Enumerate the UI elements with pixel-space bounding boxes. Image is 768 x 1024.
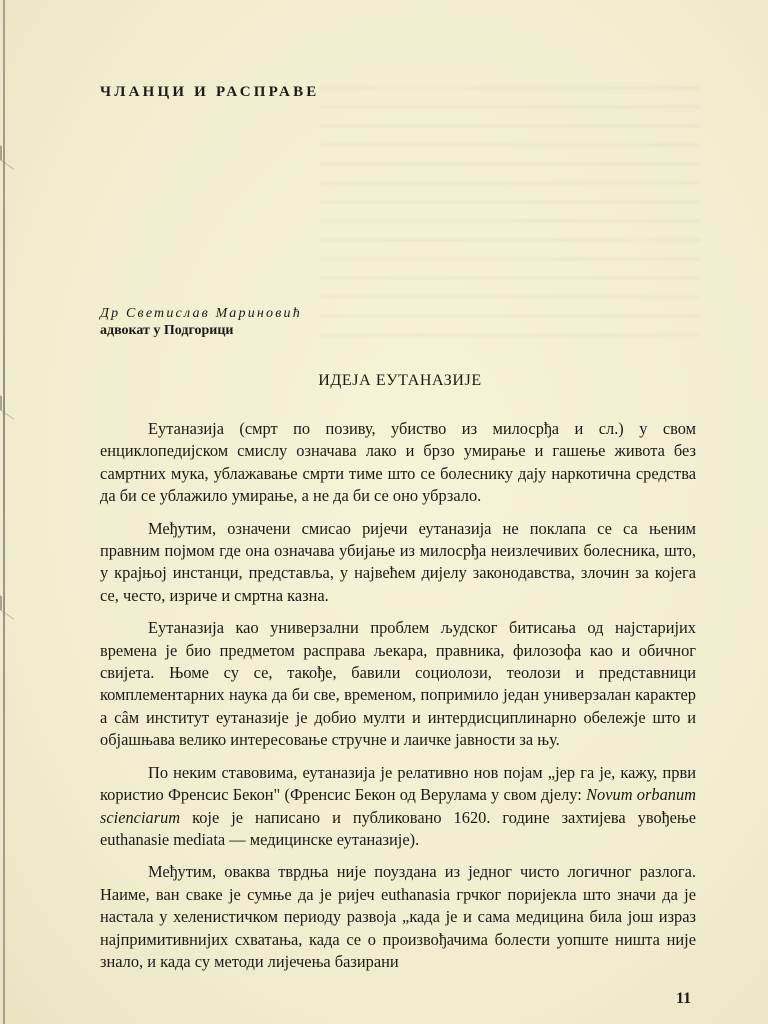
author-name: Др Светислав Мариновић [100, 306, 302, 321]
paragraph: Међутим, оваква тврдња није поуздана из једног чисто логичног разлога. Наиме, ван сваке је сумње да је ријеч euthanasia грчког поријекла што значи да је настала у хеленистичком периоду развоја „када је и сама медицина била још израз најпримитивнијих схватања, када се о произвођачима болести уопште ништа није знало, и када су методи лијечења базирани [100, 862, 696, 971]
author-block [100, 305, 302, 339]
paragraph: Еутаназија (смрт по позиву, убиство из милосрђа и сл.) у свом енциклопедијском смислу означава лако и брзо умирање и гашење живота без самртних мука, ублажавање смрти тиме што се болеснику дају наркотична средства да би се ублажило умирање, а не да би се оно убрзало. [100, 419, 696, 506]
bleed-through-text [320, 70, 700, 350]
paragraph [100, 762, 696, 852]
article-title: ИДЕЈА ЕУТАНАЗИЈЕ [318, 372, 482, 389]
section-heading: ЧЛАНЦИ И РАСПРАВЕ [100, 84, 320, 100]
page-number: 11 [676, 990, 692, 1007]
author-title: адвокат у Подгорици [100, 323, 234, 338]
paragraph: Међутим, означени смисао ријечи еутаназија не поклапа се са њеним правним појмом где она означава убијање из милосрђа неизлечивих болесника, што, у крајњој инстанци, представља, у највећем дијелу законодавства, злочин за којега се, често, изриче и смртна казна. [100, 518, 696, 605]
article-body [100, 418, 696, 983]
book-title-italic: Novum orbanum scienciarum [100, 785, 696, 827]
paragraph-text: По неким ставовима, еутаназија је релативно нов појам „јер га је, кажу, први користио Френсис Бекон" (Френсис Бекон од Верулама у свом дјелу: [100, 762, 696, 805]
paragraph: Еутаназија као универзални проблем људског битисања од најстаријих времена је био предметом расправа љекара, правника, филозофа као и обичног свијета. Њоме су се, такође, бавили социолози, теолози и представници комплементарних наука да би све, временом, попримило један универзалан карактер а сâм институт еутаназије је добио мулти и интердисциплинарно обележје што и објашњава велико интересовање стручне и лаичке јавности за њу. [100, 618, 696, 750]
paragraph-text: које је написано и публиковано 1620. године захтијева увођење euthanasie mediata — медицинске еутаназије). [100, 807, 696, 849]
